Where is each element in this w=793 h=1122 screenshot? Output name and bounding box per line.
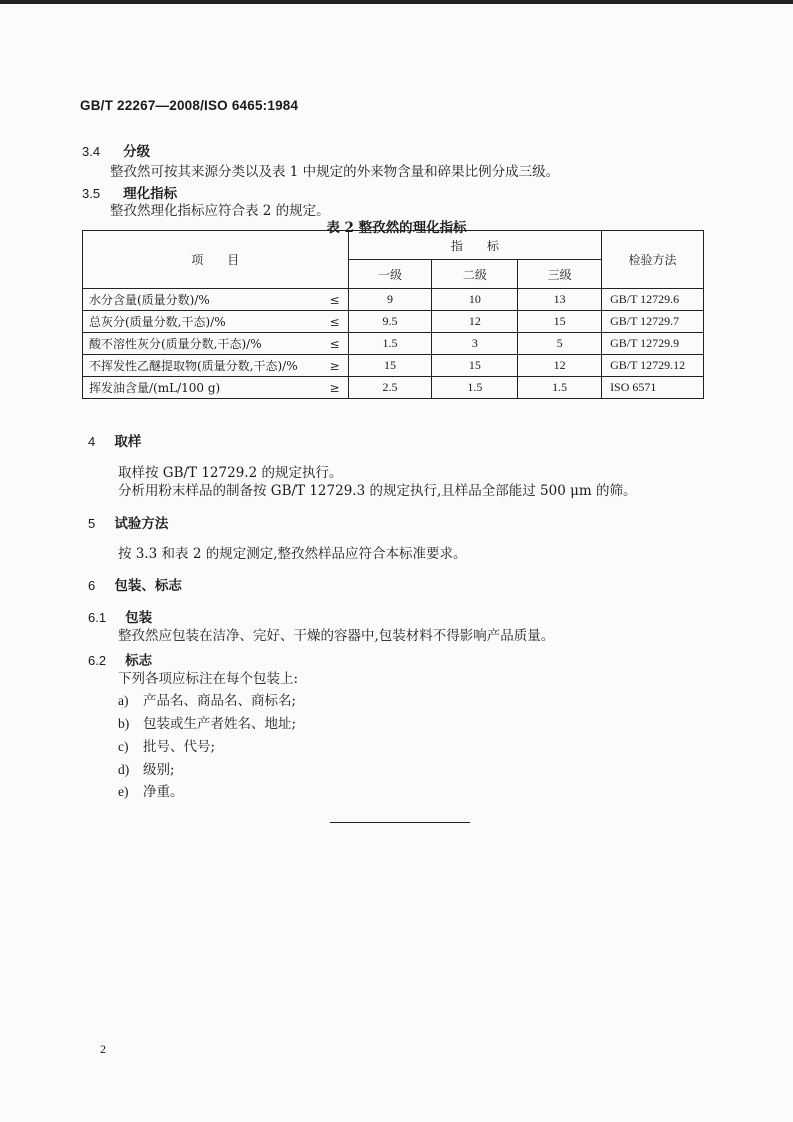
row-item: 酸不溶性灰分(质量分数,干态)/% <box>89 337 262 351</box>
row-operator: ≤ <box>329 336 340 351</box>
section-title: 包装 <box>125 610 153 626</box>
row-item: 不挥发性乙醚提取物(质量分数,干态)/% <box>89 359 298 373</box>
section-6-1-text: 整孜然应包装在洁净、完好、干燥的容器中,包装材料不得影响产品质量。 <box>118 628 555 644</box>
table-row <box>83 311 704 333</box>
list-text: 产品名、商品名、商标名; <box>143 693 297 709</box>
row-grade-2: 15 <box>432 355 518 377</box>
section-title: 标志 <box>125 653 153 669</box>
section-number: 6 <box>88 578 96 593</box>
list-item <box>118 758 175 778</box>
table-row <box>83 377 704 399</box>
row-operator: ≥ <box>329 380 340 395</box>
row-grade-2: 1.5 <box>432 377 518 399</box>
section-title: 试验方法 <box>114 516 169 532</box>
section-number: 5 <box>88 516 96 531</box>
section-4-text-1: 取样按 GB/T 12729.2 的规定执行。 <box>118 465 343 481</box>
list-marker: c) <box>118 739 129 754</box>
list-text: 级别; <box>143 762 175 778</box>
section-6-2-heading <box>88 649 152 669</box>
row-grade-1: 2.5 <box>348 377 432 399</box>
list-item <box>118 689 296 709</box>
section-number: 6.1 <box>88 610 107 625</box>
row-grade-1: 9 <box>348 289 432 311</box>
row-operator: ≤ <box>329 292 340 307</box>
table-row <box>83 333 704 355</box>
row-grade-1: 9.5 <box>348 311 432 333</box>
physicochemical-table <box>82 230 704 399</box>
list-marker: d) <box>118 762 130 777</box>
section-6-2-intro: 下列各项应标注在每个包装上: <box>118 671 299 687</box>
row-grade-2: 12 <box>432 311 518 333</box>
section-5-text: 按 3.3 和表 2 的规定测定,整孜然样品应符合本标准要求。 <box>118 546 467 562</box>
list-item <box>118 712 296 732</box>
row-grade-3: 1.5 <box>518 377 602 399</box>
row-grade-3: 5 <box>518 333 602 355</box>
table-row <box>83 355 704 377</box>
top-border-line <box>0 0 793 4</box>
header-method: 检验方法 <box>602 231 704 289</box>
header-grade-1: 一级 <box>348 260 432 289</box>
table-header-row <box>83 231 704 260</box>
end-rule <box>330 822 470 823</box>
row-item: 水分含量(质量分数)/% <box>89 293 210 307</box>
section-title: 分级 <box>123 144 151 160</box>
section-number: 3.5 <box>82 186 101 201</box>
row-grade-2: 10 <box>432 289 518 311</box>
header-item: 项 目 <box>83 231 349 289</box>
list-item <box>118 780 184 800</box>
section-4-text-2: 分析用粉末样品的制备按 GB/T 12729.3 的规定执行,且样品全部能过 500 μm 的筛。 <box>118 483 637 499</box>
header-grade-3: 三级 <box>518 260 602 289</box>
list-item <box>118 735 215 755</box>
section-6-1-heading <box>88 606 152 626</box>
section-number: 4 <box>88 434 96 449</box>
section-6-heading <box>88 574 182 594</box>
row-method: GB/T 12729.12 <box>602 355 704 377</box>
row-item: 挥发油含量/(mL/100 g) <box>89 381 221 395</box>
header-index: 指 标 <box>348 231 601 260</box>
section-4-heading <box>88 430 141 450</box>
list-text: 批号、代号; <box>143 739 216 755</box>
list-marker: a) <box>118 693 129 708</box>
section-3-4-heading <box>82 140 150 160</box>
row-method: GB/T 12729.7 <box>602 311 704 333</box>
header-grade-2: 二级 <box>432 260 518 289</box>
row-method: GB/T 12729.6 <box>602 289 704 311</box>
row-operator: ≤ <box>329 314 340 329</box>
row-method: GB/T 12729.9 <box>602 333 704 355</box>
list-marker: e) <box>118 784 129 799</box>
list-text: 净重。 <box>143 784 184 800</box>
standard-header: GB/T 22267—2008/ISO 6465:1984 <box>80 98 299 113</box>
section-number: 6.2 <box>88 653 107 668</box>
section-number: 3.4 <box>82 144 101 159</box>
list-text: 包装或生产者姓名、地址; <box>143 716 297 732</box>
row-operator: ≥ <box>329 358 340 373</box>
section-3-5-text: 整孜然理化指标应符合表 2 的规定。 <box>110 203 330 219</box>
table-caption: 表 2 整孜然的理化指标 <box>326 220 467 236</box>
row-method: ISO 6571 <box>602 377 704 399</box>
row-grade-2: 3 <box>432 333 518 355</box>
page-number: 2 <box>100 1042 106 1056</box>
section-5-heading <box>88 512 168 532</box>
row-grade-3: 12 <box>518 355 602 377</box>
row-grade-1: 15 <box>348 355 432 377</box>
list-marker: b) <box>118 716 130 731</box>
section-3-4-text: 整孜然可按其来源分类以及表 1 中规定的外来物含量和碎果比例分成三级。 <box>110 164 560 180</box>
section-title: 理化指标 <box>123 186 178 202</box>
table-row <box>83 289 704 311</box>
row-grade-3: 15 <box>518 311 602 333</box>
row-grade-1: 1.5 <box>348 333 432 355</box>
section-title: 包装、标志 <box>114 578 182 594</box>
row-item: 总灰分(质量分数,干态)/% <box>89 315 226 329</box>
row-grade-3: 13 <box>518 289 602 311</box>
section-title: 取样 <box>114 434 142 450</box>
